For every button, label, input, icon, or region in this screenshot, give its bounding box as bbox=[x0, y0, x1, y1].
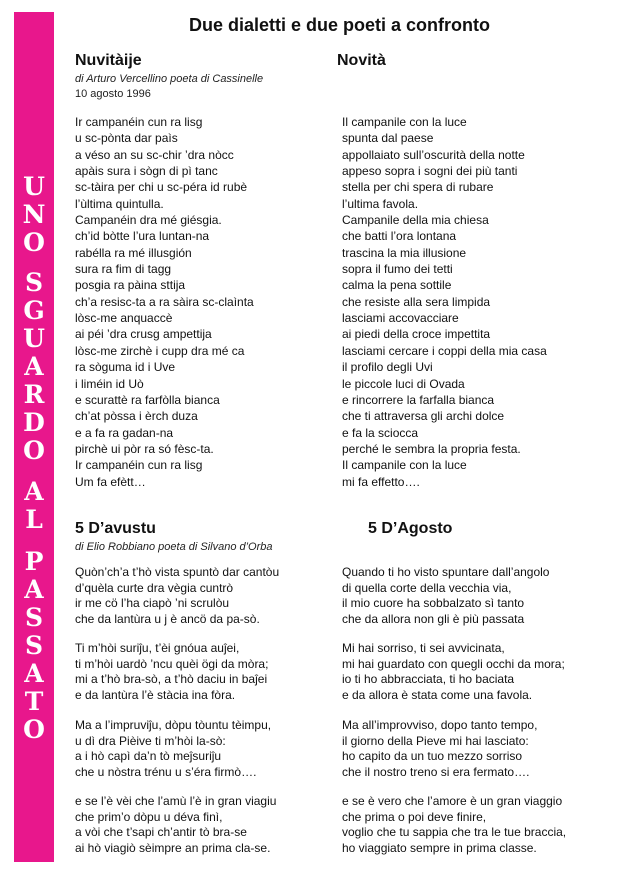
poem-line: sc-tàira per chi u sc-péra id rubè bbox=[75, 180, 248, 195]
poem2-byline: di Elio Robbiano poeta di Silvano d’Orba bbox=[75, 541, 273, 553]
poem-line: u sc-pònta dar paìs bbox=[75, 131, 178, 146]
poem-line: stella per chi spera di rubare bbox=[342, 180, 494, 195]
poem-line: ho capito da un tuo mezzo sorriso bbox=[342, 749, 523, 763]
poem1-dialect-text bbox=[75, 114, 254, 490]
poem2-dialect-stanza-4 bbox=[75, 794, 276, 856]
poem-line: e se l’è vèi che l’amù l’è in gran viagiu bbox=[75, 794, 277, 808]
poem-line: ch’id bòtte l’ura luntan-na bbox=[75, 229, 210, 244]
poem-line: il giorno della Pieve mi hai lasciato: bbox=[342, 733, 529, 748]
poem-line: ch’at pòssa i èrch duza bbox=[75, 409, 198, 424]
sidebar-letter: A bbox=[24, 352, 44, 381]
poem-line: di quella corte della vecchia via, bbox=[342, 580, 512, 595]
poem-line: sopra il fumo dei tetti bbox=[342, 262, 453, 277]
sidebar-letter: O bbox=[23, 228, 45, 257]
poem-line: pirchè ui pòr ra só fèsc-ta. bbox=[75, 441, 214, 456]
sidebar-banner bbox=[14, 12, 54, 862]
poem-line: appollaiato sull’oscurità della notte bbox=[342, 147, 525, 162]
poem-line: lasciami accovacciare bbox=[342, 311, 459, 326]
poem-line: che il nostro treno si era fermato…. bbox=[342, 764, 530, 779]
sidebar-letter: T bbox=[24, 687, 44, 716]
poem-line: che prima o poi deve finire, bbox=[342, 809, 487, 824]
poem-line: voglio che tu sappia che tra le tue braccia, bbox=[342, 825, 567, 839]
sidebar-word-passato bbox=[14, 548, 54, 744]
poem-line: perché le sembra la propria festa. bbox=[342, 441, 521, 456]
sidebar-letter: S bbox=[24, 631, 44, 660]
poem1-date: 10 agosto 1996 bbox=[75, 88, 151, 100]
poem-line: posgia ra pàina sttija bbox=[75, 278, 186, 293]
poem-line: che batti l’ora lontana bbox=[342, 229, 457, 244]
poem-line: mi fa effetto…. bbox=[342, 474, 420, 489]
poem-line: lasciami cercare i coppi della mia casa bbox=[342, 343, 547, 358]
poem-line: spunta dal paese bbox=[342, 131, 434, 146]
poem2-dialect-stanza-1 bbox=[75, 565, 279, 627]
poem-line: a i hò capì da’n tò meĵsuriĵu bbox=[75, 749, 222, 763]
poem-line: che resiste alla sera limpida bbox=[342, 294, 491, 309]
poem-line: Campanéin dra mé giésgia. bbox=[75, 213, 222, 228]
poem-line: u dì dra Pièive ti m’hòi la-sò: bbox=[75, 733, 226, 748]
sidebar-letter: L bbox=[25, 505, 43, 534]
poem2-italian-stanza-2 bbox=[342, 641, 565, 703]
poem-line: Ir campanéin cun ra lisg bbox=[75, 458, 203, 473]
poem2-dialect-stanza-2 bbox=[75, 641, 268, 703]
poem-line: d’quèla curte dra vègia cuntrò bbox=[75, 580, 234, 595]
poem-line: appeso sopra i sogni dei più tanti bbox=[342, 164, 518, 179]
poem-line: ai péi ’dra crusg ampettija bbox=[75, 327, 212, 342]
sidebar-letter: U bbox=[23, 324, 45, 353]
poem-line: che u nòstra trénu u s’éra firmò…. bbox=[75, 764, 257, 779]
poem2-italian-stanza-1 bbox=[342, 565, 549, 627]
poem-line: calma la pena sottile bbox=[342, 278, 452, 293]
poem-line: ai piedi della croce impettita bbox=[342, 327, 491, 342]
poem-line: mi a t’hò bra-sò, a t’hò daciu in baĵei bbox=[75, 672, 268, 686]
poem-line: e da lantùra l’è stàcia ina fòra. bbox=[75, 687, 236, 702]
poem2-italian-title: 5 D’Agosto bbox=[368, 520, 453, 537]
poem-line: Ti m’hòi suriĵu, t’èi gnóua auĵei, bbox=[75, 641, 240, 655]
poem2-dialect-stanza-3 bbox=[75, 718, 271, 780]
sidebar-letter: O bbox=[23, 436, 45, 465]
poem-line: Ir campanéin cun ra lisg bbox=[75, 115, 203, 129]
poem-line: e rincorrere la farfalla bianca bbox=[342, 392, 495, 407]
poem-line: Il campanile con la luce bbox=[342, 458, 467, 473]
poem-line: Um fa efètt… bbox=[75, 474, 146, 489]
sidebar-letter: D bbox=[23, 408, 45, 437]
sidebar-letter: A bbox=[24, 659, 44, 688]
poem1-italian-text bbox=[342, 114, 547, 490]
sidebar-letter: P bbox=[24, 547, 44, 576]
poem-line: ai hò viagiò sèimpre an prima cla-se. bbox=[75, 840, 271, 855]
poem1-byline: di Arturo Vercellino poeta di Cassinelle bbox=[75, 73, 264, 85]
poem-line: io ti ho abbracciata, ti ho baciata bbox=[342, 672, 515, 686]
poem-line: Mi hai sorriso, ti sei avvicinata, bbox=[342, 641, 505, 655]
poem-line: apàis sura i sògn di pì tanc bbox=[75, 164, 218, 179]
poem-line: il mio cuore ha sobbalzato sì tanto bbox=[342, 596, 525, 610]
sidebar-word-sguardo bbox=[14, 269, 54, 465]
page-title: Due dialetti e due poeti a confronto bbox=[188, 15, 491, 35]
poem-line: ir me cö l’ha ciapò ’ni scrulòu bbox=[75, 596, 230, 610]
poem-line: l’ultima favola. bbox=[342, 196, 419, 211]
poem-line: mi hai guardato con quegli occhi da mora; bbox=[342, 656, 565, 671]
sidebar-letter: R bbox=[23, 380, 45, 409]
sidebar-word-al bbox=[14, 478, 54, 534]
poem-line: Il campanile con la luce bbox=[342, 115, 467, 129]
poem-line: e da allora è stata come una favola. bbox=[342, 687, 533, 702]
poem-line: trascina la mia illusione bbox=[342, 245, 467, 260]
poem2-italian-stanza-3 bbox=[342, 718, 537, 780]
sidebar-letter: G bbox=[23, 296, 45, 325]
poem-line: e scurattè ra farfòlla bianca bbox=[75, 392, 220, 407]
poem-line: e se è vero che l’amore è un gran viaggio bbox=[342, 794, 563, 808]
poem-line: Quando ti ho visto spuntare dall’angolo bbox=[342, 565, 550, 579]
poem2-italian-stanza-4 bbox=[342, 794, 566, 856]
poem-line: lòsc-me zirchè i cupp dra mé ca bbox=[75, 343, 245, 358]
poem1-italian-title: Novità bbox=[337, 52, 386, 69]
poem-line: Ma all’improvviso, dopo tanto tempo, bbox=[342, 718, 538, 732]
poem-line: ti m’hòi uardò ’ncu quèi ögi da mòra; bbox=[75, 656, 269, 671]
poem-line: Quòn’ch’a t’hò vista spuntò dar cantòu bbox=[75, 565, 280, 579]
poem-line: ho viaggiato sempre in prima classe. bbox=[342, 840, 537, 855]
poem-line: rabélla ra mé illusgión bbox=[75, 245, 192, 260]
poem-line: e fa la sciocca bbox=[342, 425, 419, 440]
poem-line: e a fa ra gadan-na bbox=[75, 425, 174, 440]
poem-line: a vòi che t’sapi ch’antir tò bra-se bbox=[75, 825, 247, 839]
sidebar-letter: A bbox=[24, 575, 44, 604]
poem-line: che da allora non gli è più passata bbox=[342, 611, 525, 626]
poem-line: sura ra fim di tagg bbox=[75, 262, 172, 277]
sidebar-letter: A bbox=[24, 477, 44, 506]
poem-line: le piccole luci di Ovada bbox=[342, 376, 465, 391]
poem-line: ra sòguma id i Uve bbox=[75, 360, 176, 375]
poem-line: lòsc-me anquaccè bbox=[75, 311, 173, 326]
poem-line: a véso an su sc-chir ’dra nòcc bbox=[75, 147, 234, 162]
sidebar-letter: S bbox=[24, 603, 44, 632]
sidebar-letter: U bbox=[23, 172, 45, 201]
poem-line: il profilo degli Uvi bbox=[342, 360, 433, 375]
sidebar-letter: O bbox=[23, 715, 45, 744]
poem-line: che prim’o dòpu u déva finì, bbox=[75, 809, 223, 824]
sidebar-letter: N bbox=[22, 200, 46, 229]
poem-line: che da lantùra u j è ancö da pa-sò. bbox=[75, 611, 260, 626]
poem-line: ch’a resisc-ta a ra sàira sc-claìnta bbox=[75, 294, 254, 309]
poem-line: che ti attraversa gli archi dolce bbox=[342, 409, 505, 424]
sidebar-word-uno bbox=[14, 173, 54, 257]
poem-line: i liméin id Uò bbox=[75, 376, 144, 391]
poem2-dialect-title: 5 D’avustu bbox=[75, 520, 156, 537]
poem1-dialect-title: Nuvitàije bbox=[75, 52, 142, 69]
poem-line: l’ùltima quintulla. bbox=[75, 196, 164, 211]
sidebar-letter: S bbox=[24, 268, 44, 297]
poem-line: Campanile della mia chiesa bbox=[342, 213, 489, 228]
poem-line: Ma a l’impruviĵu, dòpu tòuntu tèimpu, bbox=[75, 718, 272, 732]
